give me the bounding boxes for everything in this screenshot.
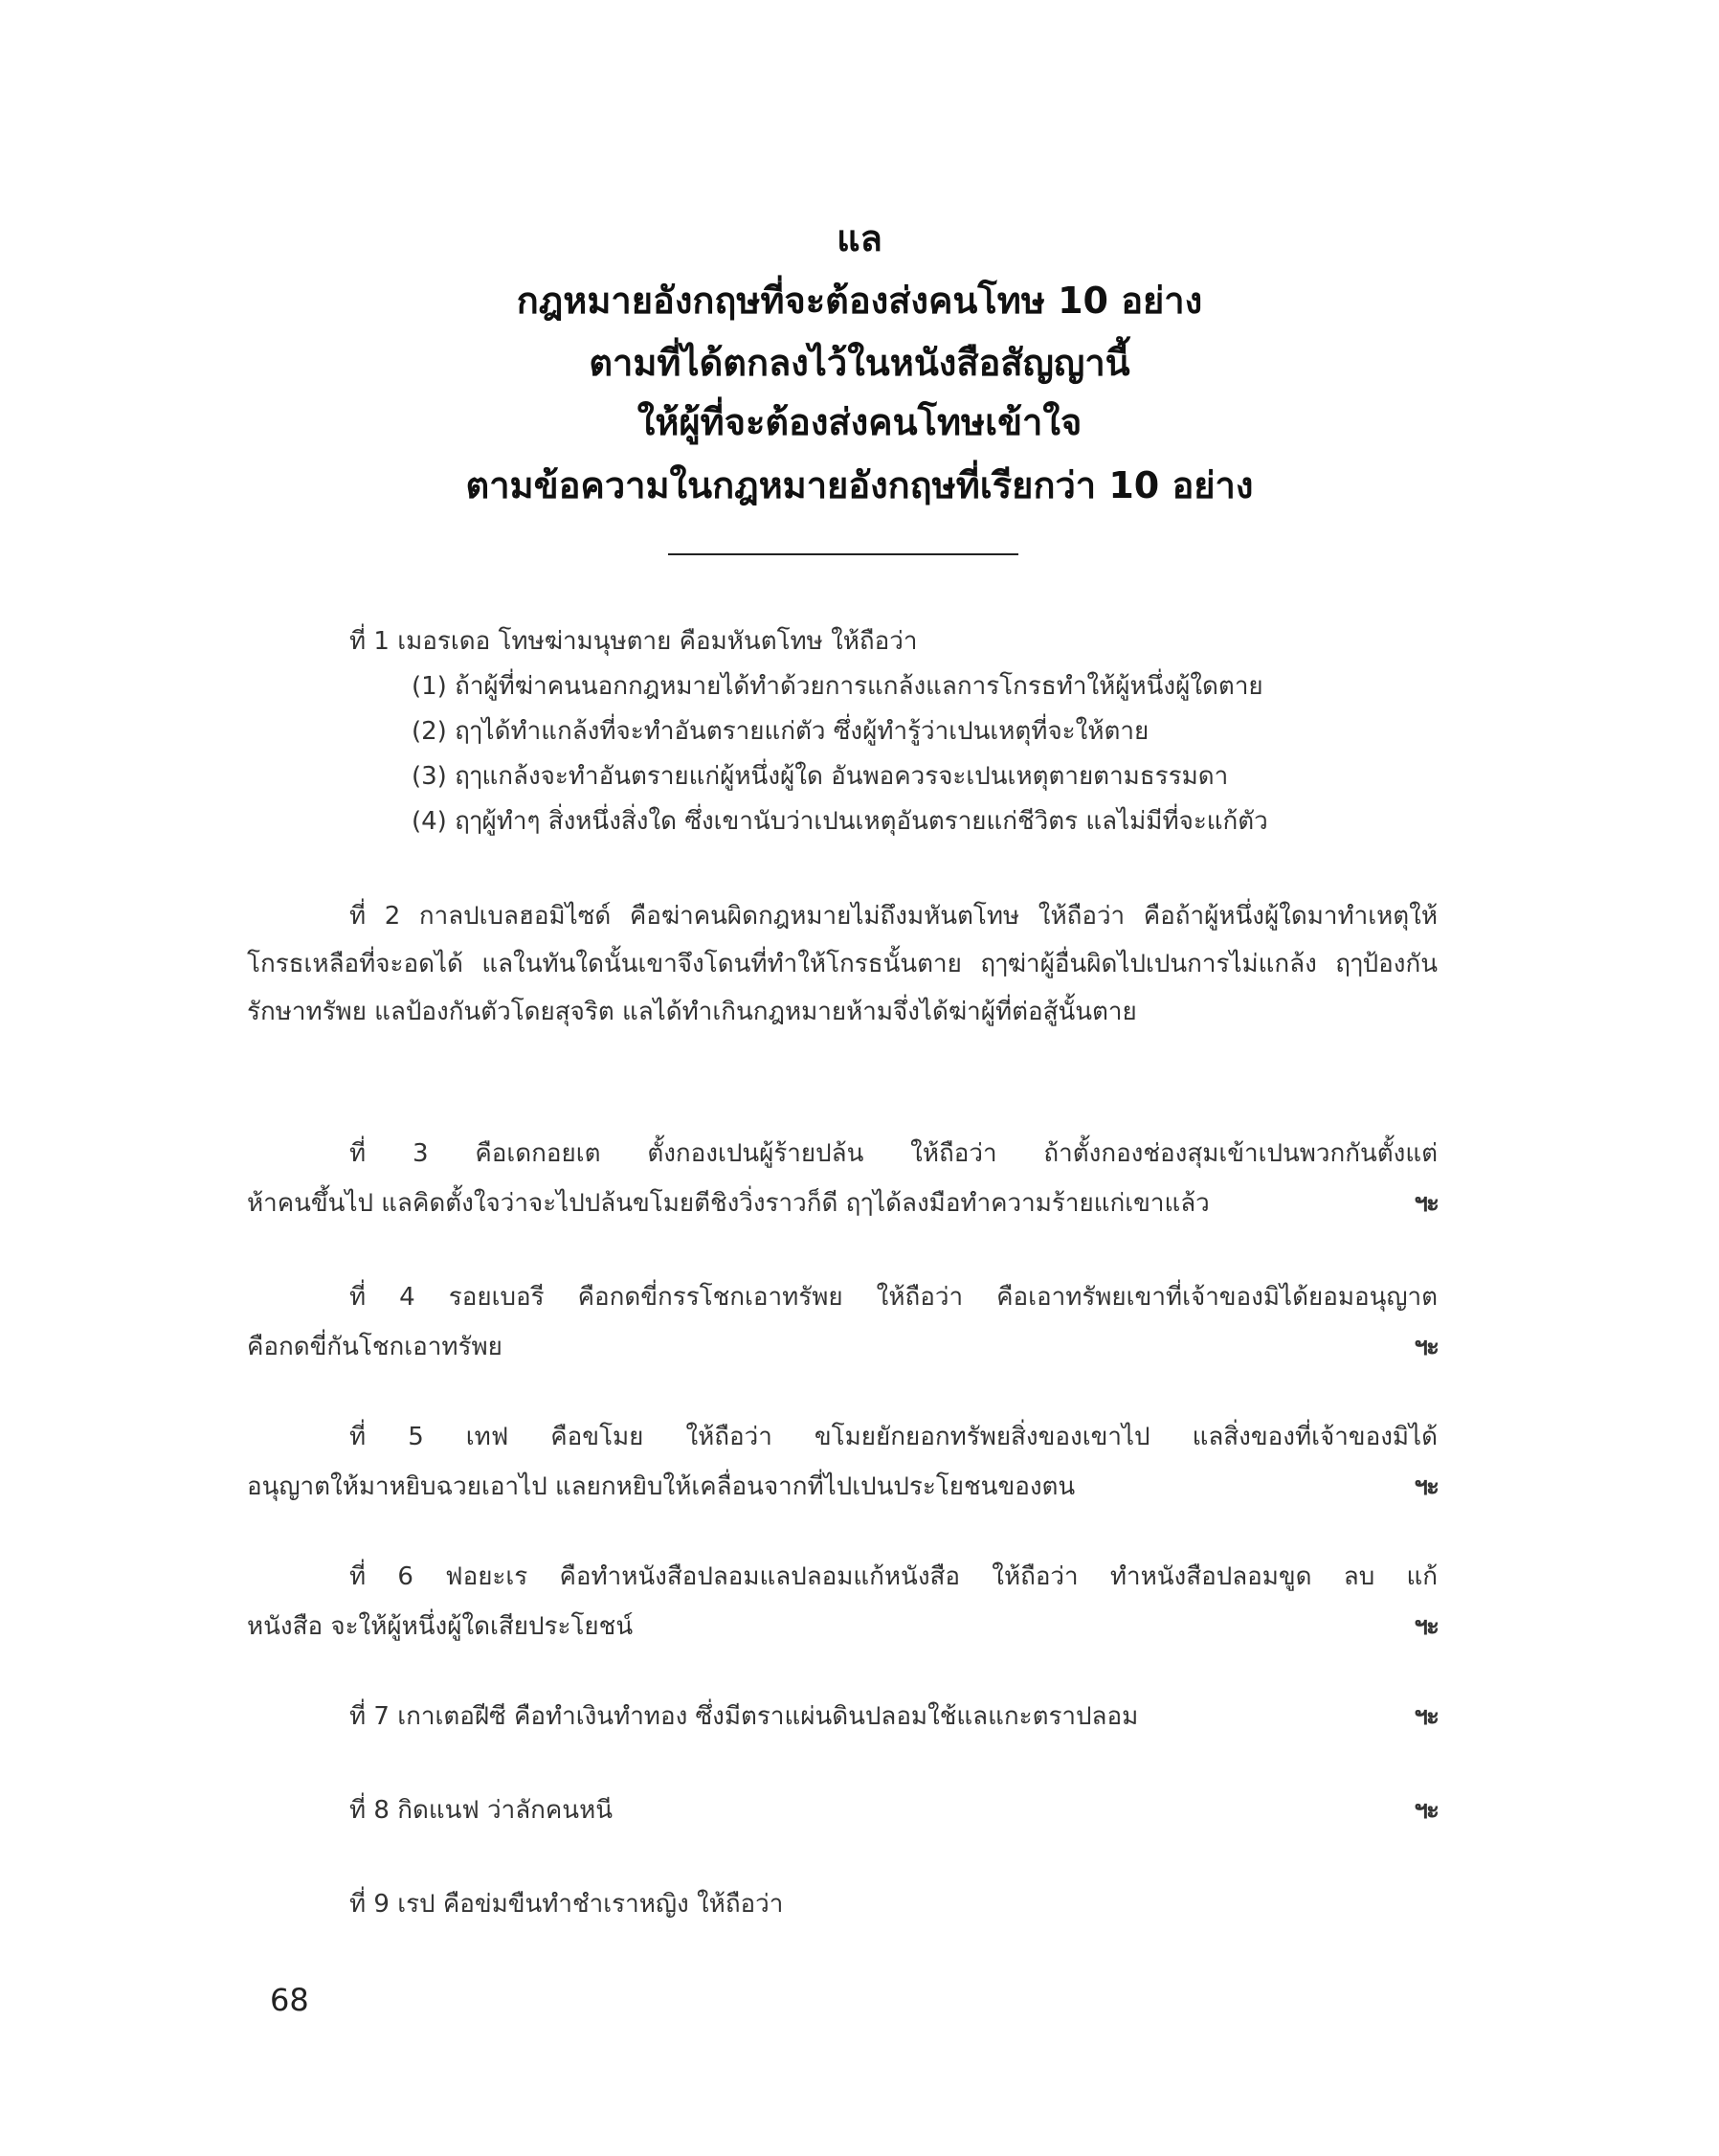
item-1-intro: ที่ 1 เมอรเดอ โทษฆ่ามนุษตาย คือมหันตโทษ ให้ถือว่า	[349, 627, 918, 656]
item-8-end-mark: ฯะ	[1414, 1796, 1438, 1825]
item-9-text: ที่ 9 เรป คือข่มขืนทำชำเราหญิง ให้ถือว่า	[349, 1890, 784, 1919]
heading-line-4: ให้ผู้ที่จะต้องส่งคนโทษเข้าใจ	[636, 401, 1083, 443]
item-4-line-2-text: คือกดขี่กันโชกเอาทรัพย	[247, 1333, 502, 1361]
item-4-line-2	[247, 1323, 1438, 1371]
item-1-sub-4: (4) ฤๅผู้ทำๆ สิ่งหนึ่งสิ่งใด ซึ่งเขานับว่าเปนเหตุอันตรายแก่ชีวิตร แลไม่มีที่จะแก้ตัว	[412, 807, 1268, 836]
item-6-line-2-text: หนังสือ จะให้ผู้หนึ่งผู้ใดเสียประโยชน์	[247, 1612, 634, 1641]
item-6-line-2	[247, 1603, 1438, 1651]
item-7-end-mark: ฯะ	[1414, 1702, 1438, 1731]
item-3-line-2-text: ห้าคนขึ้นไป แลคิดตั้งใจว่าจะไปปล้นขโมยตีชิงวิ่งราวก็ดี ฤๅได้ลงมือทำความร้ายแก่เขาแล้ว	[247, 1189, 1210, 1218]
item-9-line	[247, 1880, 1438, 1928]
heading-line-2: กฎหมายอังกฤษที่จะต้องส่งคนโทษ 10 อย่าง	[516, 280, 1203, 322]
item-5-end-mark: ฯะ	[1414, 1472, 1438, 1501]
item-6-end-mark: ฯะ	[1414, 1612, 1438, 1641]
item-3-end-mark: ฯะ	[1414, 1189, 1438, 1218]
item-4-line-1: ที่ 4 รอยเบอรี คือกดขี่กรรโชกเอาทรัพย ให้ถือว่า คือเอาทรัพยเขาที่เจ้าของมิได้ยอมอนุญาต	[349, 1283, 1438, 1312]
item-8-line	[247, 1786, 1438, 1834]
heading-line-5: ตามข้อความในกฎหมายอังกฤษที่เรียกว่า 10 อย่าง	[465, 464, 1254, 506]
item-5-line-1: ที่ 5 เทฟ คือขโมย ให้ถือว่า ขโมยยักยอกทรัพยสิ่งของเขาไป แลสิ่งของที่เจ้าของมิได้	[349, 1423, 1438, 1451]
item-5-line-2-text: อนุญาตให้มาหยิบฉวยเอาไป แลยกหยิบให้เคลื่อนจากที่ไปเปนประโยชนของตน	[247, 1472, 1076, 1501]
item-5-line-2	[247, 1463, 1438, 1511]
heading-line-3: ตามที่ได้ตกลงไว้ในหนังสือสัญญานี้	[589, 342, 1130, 384]
item-6-line-1: ที่ 6 ฟอยะเร คือทำหนังสือปลอมแลปลอมแก้หนังสือ ให้ถือว่า ทำหนังสือปลอมขูด ลบ แก้	[349, 1562, 1438, 1591]
item-8-text: ที่ 8 กิดแนฟ ว่าลักคนหนี	[349, 1796, 613, 1825]
item-7-line	[247, 1693, 1438, 1741]
item-3-line-2	[247, 1179, 1438, 1227]
item-3-line-1: ที่ 3 คือเดกอยเต ตั้งกองเปนผู้ร้ายปล้น ให้ถือว่า ถ้าตั้งกองช่องสุมเข้าเปนพวกกันตั้งแต่	[349, 1139, 1438, 1168]
item-7-text: ที่ 7 เกาเตอฝีซี คือทำเงินทำทอง ซึ่งมีตราแผ่นดินปลอมใช้แลแกะตราปลอม	[349, 1702, 1139, 1731]
page-number: 68	[270, 1982, 309, 2018]
item-2-paragraph: ที่ 2 กาลปเบลฮอมิไซด์ คือฆ่าคนผิดกฎหมายไม่ถึงมหันตโทษ ให้ถือว่า คือถ้าผู้หนึ่งผู้ใดมาทำเหตุให้โกรธเหลือที่จะอดได้ แลในทันใดนั้นเขาจึงโดนที่ทำให้โกรธนั้นตาย ฤๅฆ่าผู้อื่นผิดไปเปนการไม่แกล้ง ฤๅป้องกันรักษาทรัพย แลป้องกันตัวโดยสุจริต แลได้ทำเกินกฎหมายห้ามจึ่งได้ฆ่าผู้ที่ต่อสู้นั้นตาย	[247, 902, 1438, 1026]
heading-line-1: แล	[837, 217, 882, 259]
item-1-sub-3: (3) ฤๅแกล้งจะทำอันตรายแก่ผู้หนึ่งผู้ใด อันพอควรจะเปนเหตุตายตามธรรมดา	[412, 762, 1229, 791]
heading-divider	[668, 553, 1018, 555]
item-4-end-mark: ฯะ	[1414, 1333, 1438, 1361]
item-1-sub-1: (1) ถ้าผู้ที่ฆ่าคนนอกกฎหมายได้ทำด้วยการแกล้งแลการโกรธทำให้ผู้หนึ่งผู้ใดตาย	[412, 672, 1263, 701]
item-1-sub-2: (2) ฤๅได้ทำแกล้งที่จะทำอันตรายแก่ตัว ซึ่งผู้ทำรู้ว่าเปนเหตุที่จะให้ตาย	[412, 717, 1150, 746]
